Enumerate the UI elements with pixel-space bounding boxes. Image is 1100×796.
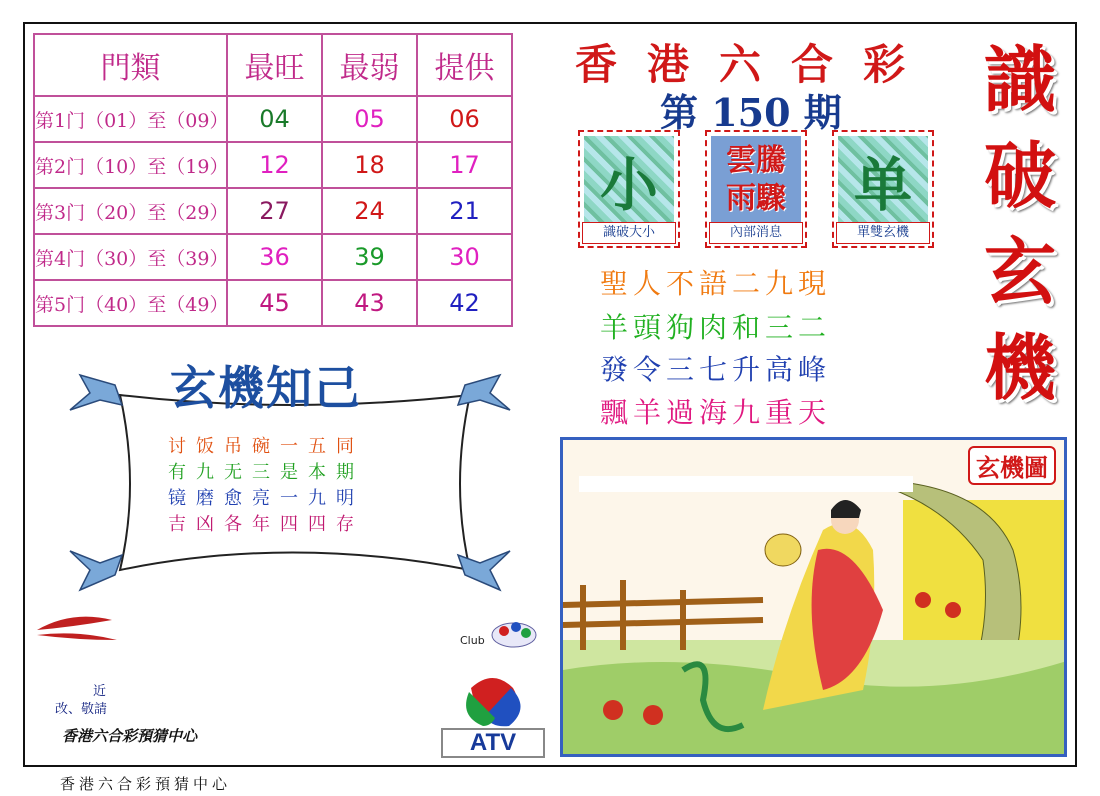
header-weakest: 最弱 <box>322 34 417 96</box>
title-char: 彩 <box>863 40 908 89</box>
header-hottest: 最旺 <box>227 34 322 96</box>
hint-caption: 識破大小 <box>582 222 676 244</box>
vertical-char: 破 <box>983 133 1056 218</box>
scroll-line: 有九无三是本期 <box>168 462 364 483</box>
title-char: 香 <box>575 40 620 89</box>
title-char: 六 <box>719 40 764 89</box>
hint-box-odd-even <box>832 130 934 248</box>
poem-line: 發令三七升高峰 <box>600 353 832 386</box>
cell-provided: 17 <box>417 142 512 188</box>
lady-scene-illustration <box>563 440 1067 757</box>
header-category: 門類 <box>34 34 227 96</box>
hint-caption: 單雙玄機 <box>836 222 930 244</box>
hint-picture <box>560 437 1067 757</box>
cell-hottest: 45 <box>227 280 322 326</box>
cell-hottest: 12 <box>227 142 322 188</box>
hint-caption: 內部消息 <box>709 222 803 244</box>
poem-line: 羊頭狗肉和三二 <box>600 311 832 344</box>
swallow-icon <box>70 375 122 410</box>
scroll-line: 吉凶各年四四存 <box>168 514 364 535</box>
header-provided: 提供 <box>417 34 512 96</box>
row-label: 第2门（10）至（19） <box>34 142 227 188</box>
hint-glyph-line: 雲騰 <box>726 143 786 178</box>
vertical-char: 機 <box>983 325 1056 410</box>
table-row <box>34 234 512 280</box>
table-row <box>34 142 512 188</box>
signature-text: 香港六合彩預猜中心 <box>62 727 198 745</box>
vertical-char: 玄 <box>983 229 1056 314</box>
hint-glyph-line: 雨驟 <box>726 181 786 216</box>
cell-hottest: 36 <box>227 234 322 280</box>
table-row <box>34 188 512 234</box>
cell-weakest: 43 <box>322 280 417 326</box>
cell-provided: 30 <box>417 234 512 280</box>
picture-badge: 玄機圖 <box>968 446 1056 485</box>
table-row <box>34 96 512 142</box>
cell-provided: 42 <box>417 280 512 326</box>
club-label: Club <box>460 634 485 647</box>
row-label: 第5门（40）至（49） <box>34 280 227 326</box>
cell-weakest: 39 <box>322 234 417 280</box>
mark-six-logo-icon <box>490 615 538 651</box>
cell-weakest: 18 <box>322 142 417 188</box>
scroll-title: 玄機知己 <box>170 361 362 415</box>
hint-glyph <box>711 136 801 224</box>
notice-fragment: 近 <box>93 684 107 699</box>
cell-hottest: 04 <box>227 96 322 142</box>
cell-hottest: 27 <box>227 188 322 234</box>
title-char: 合 <box>791 40 836 89</box>
swallow-icon <box>70 551 122 590</box>
row-label: 第1门（01）至（09） <box>34 96 227 142</box>
row-label: 第3门（20）至（29） <box>34 188 227 234</box>
table-row <box>34 280 512 326</box>
footer-text: 香港六合彩預猜中心 <box>60 775 232 793</box>
table-header-row <box>34 34 512 96</box>
number-stats-table <box>33 33 513 327</box>
hint-glyph: 小 <box>599 151 658 219</box>
hint-box-size <box>578 130 680 248</box>
poem-line: 飄羊過海九重天 <box>600 396 832 429</box>
vertical-char: 識 <box>983 37 1056 122</box>
atv-label: ATV <box>441 728 545 758</box>
cell-weakest: 24 <box>322 188 417 234</box>
hint-box-news <box>705 130 807 248</box>
row-label: 第4门（30）至（39） <box>34 234 227 280</box>
issue-number: 第 150 期 <box>660 90 842 135</box>
scroll-line: 讨饭吊碗一五同 <box>168 436 364 457</box>
cell-provided: 21 <box>417 188 512 234</box>
vertical-heading <box>975 32 1065 416</box>
poem-line: 聖人不語二九現 <box>600 267 832 300</box>
hint-glyph: 单 <box>853 151 912 219</box>
title-char: 港 <box>647 40 692 89</box>
cell-weakest: 05 <box>322 96 417 142</box>
brush-logo-icon <box>32 605 122 655</box>
cell-provided: 06 <box>417 96 512 142</box>
scroll-line: 镜磨愈亮一九明 <box>168 488 364 509</box>
notice-fragment: 改、敬請 <box>55 702 108 717</box>
